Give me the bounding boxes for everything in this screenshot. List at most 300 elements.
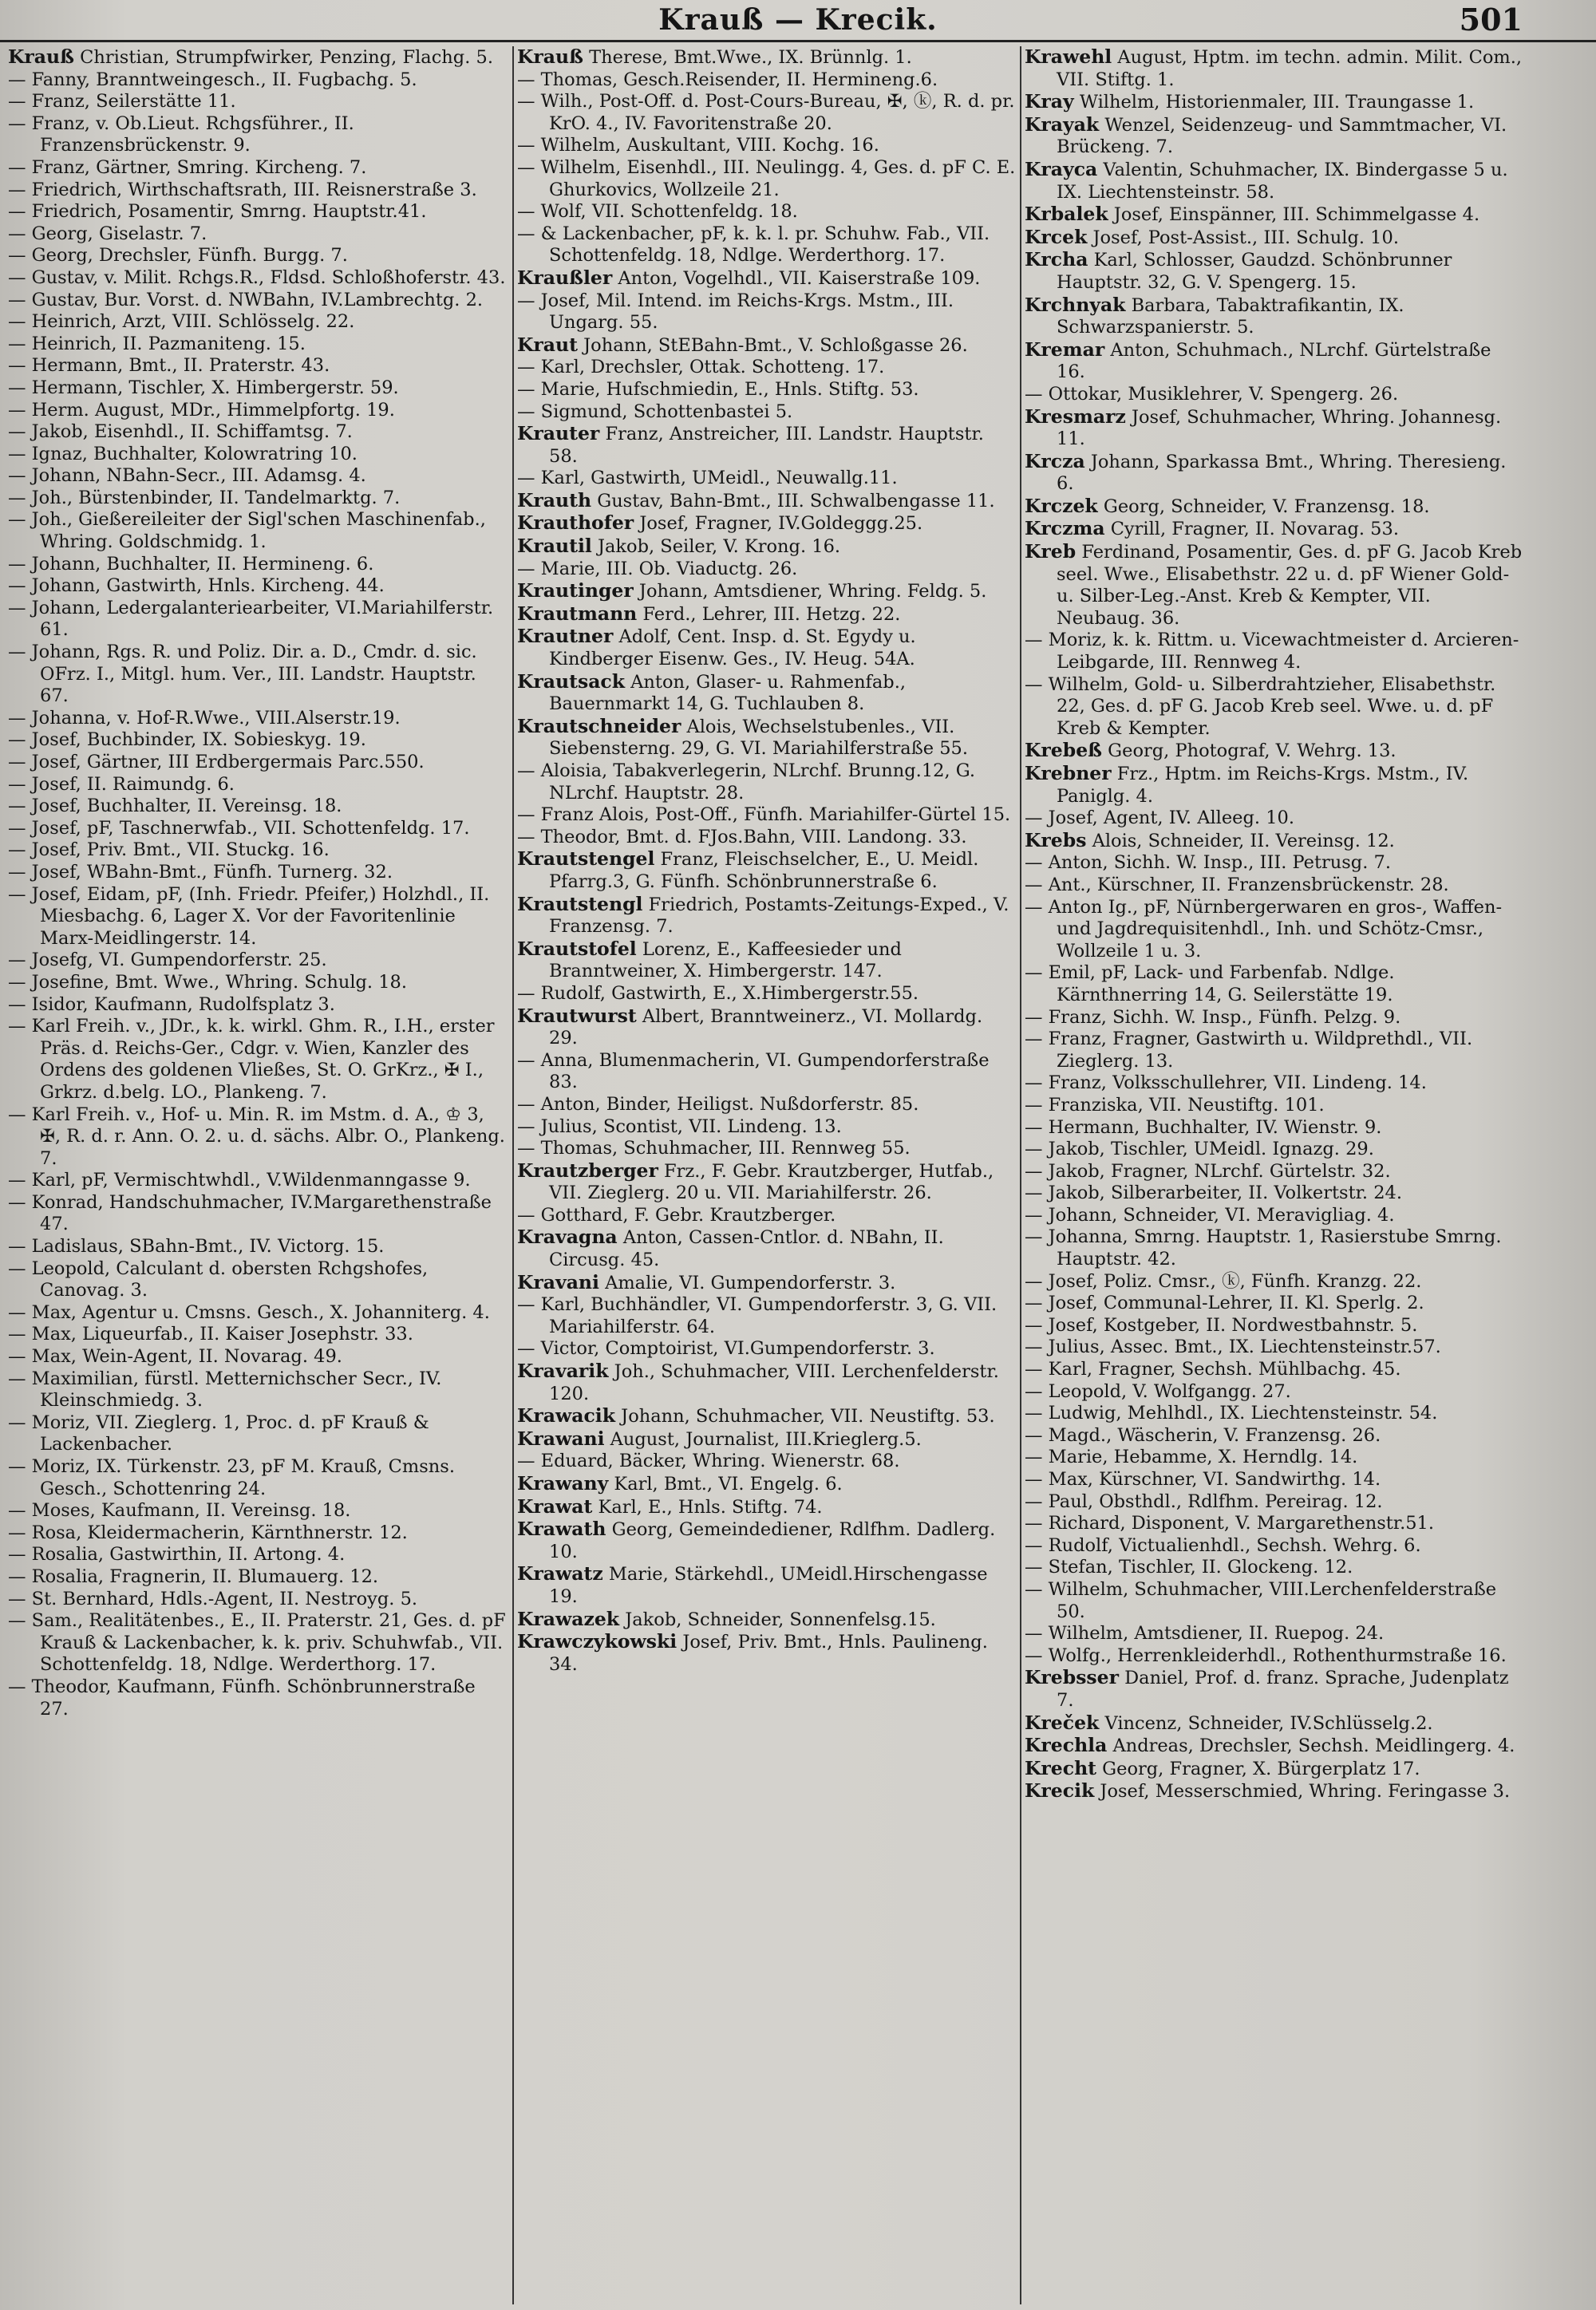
entry-details: v. Ob.Lieut. Rchgsführer., II. Franzensbrückenstr. 9.	[40, 113, 354, 156]
entry-name: Kravani	[517, 1270, 599, 1293]
entry-name: — Hermann,	[8, 355, 124, 377]
entry-details: Bmt., II. Praterstr. 43.	[123, 355, 330, 377]
page-number: 501	[1459, 2, 1523, 38]
entry-details: Wirthschaftsrath, III. Reisnerstraße 3.	[122, 179, 477, 200]
entry-details: Anton, Schuhmach., NLrchf. Gürtelstraße 16.	[1057, 339, 1491, 383]
directory-entry	[1025, 294, 1524, 339]
directory-entry	[1025, 1226, 1524, 1270]
entry-name: Krecht	[1025, 1756, 1097, 1779]
entry-details: Johann, Sparkassa Bmt., Whring. Theresieng. 6.	[1057, 451, 1507, 495]
directory-entry	[8, 444, 509, 466]
directory-entry	[517, 1226, 1017, 1271]
entry-name: — Karl,	[8, 1170, 76, 1191]
entry-details: Eidam, pF, (Inh. Friedr. Pfeifer,) Holzhdl., II. Miesbachg. 6, Lager X. Vor der Favoritenlinie Marx-Meidlingerstr. 14.	[40, 883, 490, 949]
entry-details: Anton, Glaser- u. Rahmenfab., Bauernmarkt 14, G. Tuchlauben 8.	[549, 671, 907, 715]
entry-details: Josef, Priv. Bmt., Hnls. Paulineng. 34.	[549, 1632, 988, 1675]
entry-details: Schuhmacher, III. Rennweg 55.	[618, 1138, 911, 1159]
entry-details: Gießereileiter der Sigl'schen Maschinenfab., Whring. Goldschmidg. 1.	[40, 509, 486, 553]
entry-details: Ledergalanteriearbeiter, VI.Mariahilferstr. 61.	[40, 597, 494, 641]
entry-name: — Johann,	[8, 465, 101, 487]
directory-entry	[1025, 674, 1524, 740]
entry-details: JDr., k. k. wirkl. Ghm. R., I.H., erster Präs. d. Reichs-Ger., Cdgr. v. Wien, Kanzler des Ordens des goldenen Vließes, St. O. GrKrz., ✠ I., Grkrz. d.belg. LO., Plankeng. 7.	[40, 1016, 495, 1103]
directory-entry	[8, 1192, 509, 1236]
entry-name: — Wilhelm,	[1025, 673, 1129, 695]
entry-name: — Friedrich,	[8, 201, 123, 223]
entry-details: Herrenkleiderhdl., Rothenthurmstraße 16.	[1112, 1645, 1507, 1666]
directory-entry	[517, 1518, 1017, 1563]
directory-entry	[517, 423, 1017, 468]
entry-name: — Franz Alois,	[517, 804, 650, 826]
entry-details: Tabakverlegerin, NLrchf. Brunng.12, G. NLrchf. Hauptstr. 28.	[549, 760, 976, 804]
directory-entry	[1025, 1271, 1524, 1293]
entry-name: Krayak	[1025, 113, 1100, 136]
directory-entry	[517, 1338, 1017, 1360]
entry-details: Tischler, UMeidl. Ignazg. 29.	[1104, 1139, 1374, 1160]
directory-entry	[1025, 897, 1524, 963]
directory-entry	[1025, 339, 1524, 384]
entry-name: — Ottokar,	[1025, 383, 1123, 405]
entry-details: Fragnerin, II. Blumauerg. 12.	[104, 1566, 379, 1587]
entry-details: Mehlhdl., IX. Liechtensteinstr. 54.	[1121, 1403, 1438, 1424]
entry-name: Krechla	[1025, 1734, 1108, 1757]
directory-entry	[8, 488, 509, 510]
entry-details: III. Ob. Viaductg. 26.	[600, 558, 798, 579]
directory-entry	[1025, 1469, 1524, 1491]
entry-name: — Moriz,	[8, 1456, 91, 1477]
directory-entry	[517, 357, 1017, 379]
entry-name: — Jakob,	[8, 421, 89, 443]
entry-name: — Franz,	[8, 156, 90, 178]
entry-name: Krecik	[1025, 1779, 1095, 1803]
entry-name: — Konrad,	[8, 1191, 104, 1213]
entry-name: — Rosalia,	[8, 1566, 105, 1587]
entry-name: — Ludwig,	[1025, 1403, 1122, 1424]
entry-details: pF, Taschnerwfab., VII. Schottenfeldg. 17.	[81, 817, 470, 839]
entry-name: — Thomas,	[517, 69, 618, 90]
entry-name: — Johann,	[1025, 1204, 1118, 1226]
directory-entry	[1025, 46, 1524, 91]
entry-name: — Emil,	[1025, 962, 1096, 984]
entry-name: — Heinrich,	[8, 311, 117, 333]
entry-name: Krawath	[517, 1518, 606, 1541]
entry-name: — Fanny,	[8, 69, 91, 90]
entry-details: Eisenhdl., II. Schiffamtsg. 7.	[88, 421, 353, 443]
entry-name: — Magd.,	[1025, 1424, 1112, 1446]
directory-entry	[8, 1676, 509, 1720]
entry-details: II. Pazmaniteng. 15.	[117, 333, 306, 354]
directory-entry	[8, 642, 509, 708]
entry-name: — Franziska,	[1025, 1094, 1144, 1116]
entry-details: Sichh. W. Insp., III. Petrusg. 7.	[1108, 852, 1391, 874]
entry-name: — Theodor,	[517, 826, 621, 847]
directory-entry	[517, 290, 1017, 334]
entry-details: Friedrich, Postamts-Zeitungs-Exped., V. Franzensg. 7.	[549, 894, 1009, 938]
directory-entry	[8, 180, 509, 202]
entry-details: Therese, Bmt.Wwe., IX. Brünnlg. 1.	[583, 47, 912, 68]
directory-entry	[8, 1104, 509, 1171]
directory-entry	[1025, 852, 1524, 875]
entry-details: Arzt, VIII. Schlösselg. 22.	[117, 311, 355, 333]
directory-entry	[1025, 159, 1524, 203]
entry-details: Drechsler, Ottak. Schotteng. 17.	[584, 357, 885, 378]
directory-entry	[1025, 808, 1524, 830]
entry-name: — Georg,	[8, 223, 93, 244]
column-middle	[512, 46, 1020, 2304]
entry-name: — Franz,	[8, 113, 90, 134]
entry-details: Posamentir, Smrng. Hauptstr.41.	[122, 201, 427, 223]
entry-name: Krautstengl	[517, 892, 643, 915]
directory-entry	[517, 1496, 1017, 1519]
entry-name: Kresmarz	[1025, 405, 1126, 428]
entry-name: — Wilhelm,	[517, 156, 622, 178]
entry-name: — Karl Freih. v.,	[8, 1016, 156, 1037]
directory-entry	[8, 1456, 509, 1500]
entry-name: — Josef,	[8, 883, 81, 905]
entry-details: pF, k. k. l. pr. Schuhw. Fab., VII. Schottenfeldg. 18, Ndlge. Werderthorg. 17.	[549, 223, 990, 267]
entry-details: Bäcker, Whring. Wienerstr. 68.	[613, 1451, 900, 1472]
entry-details: Seilerstätte 11.	[89, 91, 236, 113]
directory-entry	[517, 1094, 1017, 1116]
entry-details: Musiklehrer, V. Spengerg. 26.	[1122, 383, 1399, 405]
entry-details: Post-Off., Fünfh. Mariahilfer-Gürtel 15.	[649, 804, 1011, 826]
directory-entry	[8, 1566, 509, 1589]
entry-name: — Victor,	[517, 1338, 600, 1360]
directory-entry	[1025, 1161, 1524, 1183]
entry-name: Krcek	[1025, 225, 1088, 248]
directory-entry	[1025, 1535, 1524, 1558]
entry-name: — Paul,	[1025, 1491, 1094, 1512]
entry-name: — Josef,	[8, 796, 81, 817]
directory-entry	[517, 223, 1017, 267]
entry-name: — Wilhelm,	[1025, 1623, 1129, 1645]
directory-entry	[517, 1005, 1017, 1050]
entry-name: — Heinrich,	[8, 333, 117, 354]
directory-entry	[517, 379, 1017, 401]
entry-name: Krautstengel	[517, 847, 655, 871]
entry-details: Disponent, V. Margarethenstr.51.	[1125, 1513, 1434, 1534]
directory-entry	[1025, 406, 1524, 451]
entry-name: — Moses,	[8, 1500, 96, 1522]
entry-name: — Rudolf,	[1025, 1534, 1113, 1556]
directory-entry	[517, 626, 1017, 670]
entry-name: — Georg,	[8, 245, 93, 267]
directory-entry	[1025, 1403, 1524, 1425]
entry-name: — Johann,	[8, 597, 101, 618]
entry-details: Blumenmacherin, VI. Gumpendorferstraße 83.	[549, 1049, 990, 1093]
directory-entry	[517, 1563, 1017, 1608]
directory-entry	[8, 465, 509, 488]
entry-details: Liqueurfab., II. Kaiser Josephstr. 33.	[76, 1324, 413, 1345]
entry-name: Krautil	[517, 535, 592, 558]
directory-entry	[517, 1160, 1017, 1205]
entry-details: Buchbinder, IX. Sobieskyg. 19.	[81, 729, 366, 751]
entry-details: VII. Zieglerg. 1, Proc. d. pF Krauß & Lackenbacher.	[40, 1412, 429, 1455]
entry-details: Victualienhdl., Sechsh. Wehrg. 6.	[1112, 1534, 1421, 1556]
entry-details: Auskultant, VIII. Kochg. 16.	[621, 135, 879, 156]
entry-details: August, Journalist, III.Krieglerg.5.	[604, 1428, 922, 1450]
entry-name: — Josef,	[8, 817, 81, 839]
directory-entry	[8, 1170, 509, 1192]
directory-entry	[8, 157, 509, 180]
entry-name: — Max,	[8, 1346, 77, 1368]
entry-name: Krawacik	[517, 1404, 616, 1427]
entry-details: Franz, Fleischselcher, E., U. Meidl. Pfarrg.3, G. Fünfh. Schönbrunnerstraße 6.	[549, 849, 979, 892]
entry-details: Wein-Agent, II. Novarag. 49.	[76, 1346, 342, 1368]
running-title: Krauß — Krecik.	[658, 3, 938, 37]
entry-details: Georg, Gemeindediener, Rdlfhm. Dadlerg. 10.	[549, 1519, 996, 1562]
entry-name: Krauth	[517, 488, 592, 511]
directory-entry	[1025, 451, 1524, 496]
entry-details: Rgs. R. und Poliz. Dir. a. D., Cmdr. d. sic. OFrz. I., Mitgl. hum. Ver., III. Landstr. Hauptstr. 67.	[40, 642, 477, 707]
entry-name: Krczek	[1025, 494, 1098, 517]
entry-name: — Franz,	[1025, 1072, 1107, 1094]
entry-details: Kürschner, VI. Sandwirthg. 14.	[1092, 1469, 1381, 1490]
directory-entry	[8, 201, 509, 223]
directory-entry	[1025, 830, 1524, 853]
entry-name: — Johann,	[8, 553, 101, 575]
entry-details: Drechsler, Fünfh. Burgg. 7.	[93, 245, 348, 267]
entry-details: Vincenz, Schneider, IV.Schlüsselg.2.	[1099, 1712, 1433, 1734]
entry-name: — Ignaz,	[8, 443, 88, 464]
entry-name: Krautzberger	[517, 1159, 658, 1182]
directory-entry	[1025, 1557, 1524, 1579]
entry-name: — Moriz,	[1025, 630, 1108, 651]
entry-details: Fragner, Gastwirth u. Wildprethdl., VII. Zieglerg. 13.	[1057, 1029, 1473, 1072]
entry-name: Kray	[1025, 90, 1074, 113]
entry-details: Agentur u. Cmsns. Gesch., X. Johanniterg. 4.	[76, 1301, 490, 1323]
entry-details: NBahn-Secr., III. Adamsg. 4.	[101, 465, 366, 487]
entry-details: pF, Nürnbergerwaren en gros-, Waffen- und Jagdrequisitenhdl., Inh. und Schötz-Cmsr., Wollzeile 1 u. 3.	[1057, 896, 1503, 962]
directory-entry	[517, 848, 1017, 893]
directory-entry	[8, 355, 509, 377]
entry-name: — Wilhelm,	[517, 135, 622, 156]
directory-entry	[1025, 1579, 1524, 1623]
entry-details: Gastwirth, Hnls. Kircheng. 44.	[101, 575, 385, 597]
entry-name: — Karl,	[517, 1294, 585, 1316]
directory-entry	[8, 223, 509, 246]
entry-name: Krauthofer	[517, 511, 634, 535]
directory-entry	[517, 69, 1017, 92]
directory-entry	[8, 1500, 509, 1522]
entry-details: Buchhalter, Kolowratring 10.	[87, 443, 358, 464]
entry-details: Alois, Schneider, II. Vereinsg. 12.	[1086, 830, 1395, 851]
column-right	[1020, 46, 1527, 2304]
entry-name: Krauß	[8, 46, 74, 68]
entry-name: — Moriz,	[8, 1412, 91, 1433]
entry-details: Kürschner, II. Franzensbrückenstr. 28.	[1091, 874, 1449, 895]
entry-details: Hufschmiedin, E., Hnls. Stiftg. 53.	[600, 378, 919, 400]
directory-entry	[517, 1609, 1017, 1632]
entry-details: pF, Lack- und Farbenfab. Ndlge. Kärnthnerring 14, G. Seilerstätte 19.	[1057, 962, 1395, 1005]
directory-entry	[8, 708, 509, 730]
entry-name: — Franz,	[1025, 1006, 1107, 1028]
directory-entry	[517, 760, 1017, 804]
directory-entry	[517, 135, 1017, 157]
column-left	[5, 46, 512, 2304]
entry-name: Krebner	[1025, 762, 1112, 784]
entry-details: II. Raimundg. 6.	[81, 773, 235, 795]
directory-entry	[1025, 1667, 1524, 1712]
entry-name: — Karl,	[517, 468, 585, 489]
directory-entry	[8, 400, 509, 422]
directory-entry	[8, 554, 509, 576]
directory-entry	[517, 46, 1017, 69]
directory-entry	[1025, 541, 1524, 630]
entry-name: — Anton,	[1025, 852, 1108, 874]
entry-details: pF, Vermischtwhdl., V.Wildenmanngasse 9.	[75, 1170, 471, 1191]
directory-entry	[8, 972, 509, 994]
directory-entry	[517, 580, 1017, 603]
entry-details: Adolf, Cent. Insp. d. St. Egydy u. Kindberger Eisenw. Ges., IV. Heug. 54A.	[549, 626, 916, 670]
entry-name: — Julius,	[1025, 1337, 1105, 1358]
directory-entry	[517, 1428, 1017, 1451]
directory-entry	[517, 1473, 1017, 1496]
entry-details: Josef, Messerschmied, Whring. Feringasse 3.	[1094, 1781, 1511, 1803]
entry-details: Silberarbeiter, II. Volkertstr. 24.	[1104, 1183, 1403, 1204]
directory-entry	[517, 1360, 1017, 1405]
entry-details: Wilhelm, Historienmaler, III. Traungasse 1.	[1073, 92, 1475, 113]
entry-name: — Sam.,	[8, 1610, 84, 1632]
entry-name: Krautinger	[517, 579, 634, 602]
entry-name: Krawatz	[517, 1562, 603, 1585]
directory-entry	[1025, 1491, 1524, 1514]
entry-name: — Wilhelm,	[1025, 1578, 1129, 1600]
entry-name: — Joh.,	[8, 509, 73, 531]
directory-entry	[517, 1116, 1017, 1139]
entry-name: Kraut	[517, 333, 578, 356]
entry-details: Joh., Schuhmacher, VIII. Lerchenfelderstr. 120.	[549, 1361, 999, 1404]
entry-details: Agent, IV. Alleeg. 10.	[1097, 808, 1294, 829]
entry-details: IX. Türkenstr. 23, pF M. Krauß, Cmsns. Gesch., Schottenring 24.	[40, 1456, 455, 1499]
page-header	[0, 0, 1596, 40]
entry-details: Gärtner, III Erdbergermais Parc.550.	[81, 752, 425, 772]
directory-entry	[8, 994, 509, 1017]
directory-entry	[517, 716, 1017, 760]
entry-details: Marie, Stärkehdl., UMeidl.Hirschengasse 19.	[549, 1564, 988, 1607]
directory-entry	[517, 535, 1017, 559]
entry-name: — Josef,	[1025, 1314, 1098, 1336]
directory-entry	[1025, 1780, 1524, 1803]
entry-details: MDr., Himmelpfortg. 19.	[164, 399, 395, 421]
directory-entry	[1025, 962, 1524, 1006]
directory-entry	[1025, 1425, 1524, 1447]
entry-details: Jakob, Schneider, Sonnenfelsg.15.	[619, 1609, 936, 1630]
entry-name: — Josef,	[8, 773, 81, 795]
entry-details: Kaufmann, Fünfh. Schönbrunnerstraße 27.	[40, 1676, 476, 1720]
entry-details: Georg, Schneider, V. Franzensg. 18.	[1097, 496, 1430, 517]
entry-details: Gold- u. Silberdrahtzieher, Elisabethstr. 22, Ges. d. pF G. Jacob Kreb seel. Wwe. u. d. pF Kreb & Kempter.	[1057, 673, 1496, 739]
entry-details: Smrng. Hauptstr. 1, Rasierstube Smrng. Hauptstr. 42.	[1057, 1226, 1502, 1270]
directory-entry	[8, 69, 509, 92]
entry-name: — Josefine,	[8, 971, 110, 993]
entry-details: Handschuhmacher, IV.Margarethenstraße 47.	[40, 1191, 492, 1235]
directory-entry	[8, 245, 509, 267]
entry-name: — Josef,	[8, 729, 81, 751]
directory-entry	[8, 113, 509, 157]
directory-entry	[8, 839, 509, 862]
directory-entry	[8, 1412, 509, 1456]
entry-name: Krautmann	[517, 602, 638, 625]
directory-entry	[8, 267, 509, 290]
entry-name: Krauter	[517, 422, 600, 445]
directory-entry	[8, 575, 509, 598]
entry-name: — Max,	[1025, 1469, 1093, 1490]
entry-name: — Ladislaus,	[8, 1236, 124, 1258]
directory-entry	[1025, 518, 1524, 541]
directory-entry	[8, 1236, 509, 1258]
entry-name: — Isidor,	[8, 993, 89, 1015]
entry-name: — Thomas,	[517, 1138, 618, 1159]
entry-name: — Josef,	[517, 290, 591, 311]
entry-name: Krebs	[1025, 828, 1087, 851]
entry-name: — Rosalia,	[8, 1544, 105, 1566]
directory-entry	[517, 603, 1017, 626]
entry-details: Kaufmann, Rudolfsplatz 3.	[88, 993, 335, 1015]
entry-name: — Julius,	[517, 1116, 598, 1137]
entry-name: — Wolf,	[517, 201, 587, 223]
directory-entry	[1025, 114, 1524, 159]
entry-name: — Karl Freih. v.,	[8, 1104, 156, 1125]
entry-name: — Anna,	[517, 1049, 594, 1071]
entry-details: Frz., F. Gebr. Krautzberger, Hutfab., VII. Zieglerg. 20 u. VII. Mariahilferstr. 26.	[549, 1160, 994, 1204]
entry-name: — Maximilian,	[8, 1368, 139, 1389]
entry-details: August, Hptm. im techn. admin. Milit. Com., VII. Stiftg. 1.	[1057, 47, 1523, 90]
directory-entry	[517, 201, 1017, 223]
directory-entry	[517, 334, 1017, 357]
directory-entry	[517, 512, 1017, 535]
entry-details: Cyrill, Fragner, II. Novarag. 53.	[1104, 519, 1399, 540]
entry-name: Krebeß	[1025, 739, 1102, 762]
directory-entry	[8, 1610, 509, 1676]
directory-entry	[1025, 1139, 1524, 1161]
entry-name: — Marie,	[517, 378, 601, 400]
entry-details: Kaufmann, II. Vereinsg. 18.	[95, 1500, 351, 1522]
entry-name: — Gustav,	[8, 289, 99, 310]
entry-details: F. Gebr. Krautzberger.	[628, 1204, 836, 1226]
directory-entry	[1025, 740, 1524, 763]
entry-details: fürstl. Metternichscher Secr., IV. Kleinschmiedg. 3.	[40, 1368, 442, 1412]
entry-name: Krebsser	[1025, 1666, 1119, 1689]
directory-entry	[1025, 1072, 1524, 1095]
entry-name: Krautsack	[517, 669, 626, 693]
directory-entry	[1025, 496, 1524, 519]
directory-entry	[1025, 1623, 1524, 1645]
directory-entry	[8, 1258, 509, 1302]
entry-name: — Max,	[8, 1301, 77, 1323]
entry-details: Karl, Schlosser, Gaudzd. Schönbrunner Hauptstr. 32, G. V. Spengerg. 15.	[1057, 250, 1452, 293]
entry-name: — Anton,	[517, 1093, 601, 1115]
directory-entry	[1025, 203, 1524, 227]
entry-name: Krayca	[1025, 157, 1098, 180]
directory-entry	[517, 938, 1017, 983]
entry-details: v. Hof-R.Wwe., VIII.Alserstr.19.	[111, 707, 401, 729]
entry-details: Scontist, VII. Lindeng. 13.	[597, 1116, 842, 1137]
directory-entry	[8, 1368, 509, 1412]
directory-entry	[517, 91, 1017, 135]
entry-details: Poliz. Cmsr., ⓚ, Fünfh. Kranzg. 22.	[1097, 1270, 1422, 1292]
entry-name: — Max,	[8, 1324, 77, 1345]
directory-entry	[517, 490, 1017, 513]
entry-name: Kremar	[1025, 338, 1105, 361]
directory-entry	[1025, 1007, 1524, 1029]
entry-details: Buchhändler, VI. Gumpendorferstr. 3, G. VII. Mariahilferstr. 64.	[549, 1294, 998, 1337]
entry-details: Schuhmacher, VIII.Lerchenfelderstraße 50.	[1057, 1578, 1497, 1622]
directory-entry	[8, 1522, 509, 1545]
entry-details: Schneider, VI. Meravigliag. 4.	[1117, 1204, 1395, 1226]
directory-entry	[517, 157, 1017, 201]
entry-name: — Johanna,	[1025, 1226, 1128, 1248]
directory-entry	[1025, 1447, 1524, 1469]
